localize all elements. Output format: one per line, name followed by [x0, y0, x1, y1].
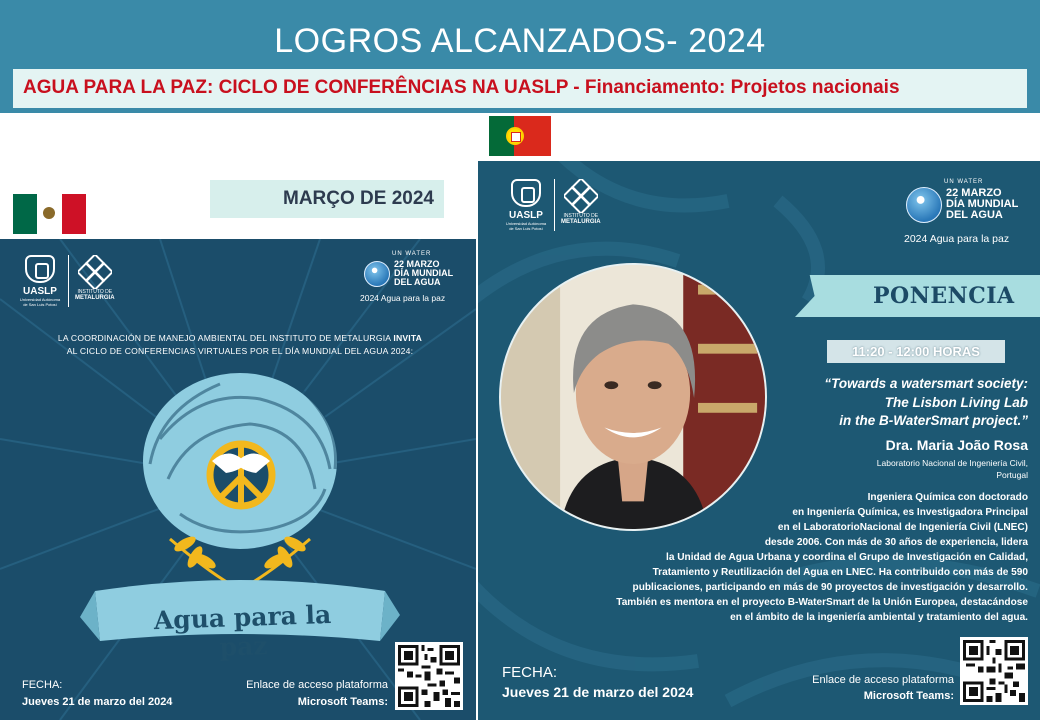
uaslp-name: UASLP — [23, 286, 57, 297]
event-date: Jueves 21 de marzo del 2024 — [22, 695, 173, 708]
water-day-slogan: 2024 Agua para la paz — [904, 233, 1010, 245]
bio-line: en el ámbito de la ingeniería ambiental y tratamiento del agua. — [730, 611, 1028, 623]
access-line-2: Microsoft Teams: — [863, 689, 954, 702]
metalurgia-mark-icon — [564, 179, 598, 213]
event-date: Jueves 21 de marzo del 2024 — [502, 684, 694, 701]
uaslp-logo — [504, 179, 548, 231]
water-day-title: 22 MARZO DÍA MUNDIAL DEL AGUA — [946, 187, 1019, 221]
globe-icon — [364, 261, 390, 287]
access-info — [238, 677, 388, 710]
water-day-title: 22 MARZO DÍA MUNDIAL DEL AGUA — [394, 259, 454, 287]
un-water-label: UN WATER — [392, 251, 432, 257]
globe-icon — [906, 187, 942, 223]
ponencia-title: PONENCIA — [873, 283, 1015, 309]
date-box — [210, 180, 444, 218]
qr-code-icon — [963, 640, 1025, 702]
world-water-day-logo — [904, 179, 1034, 249]
portugal-flag-icon — [489, 116, 551, 156]
uaslp-subtitle: Universidad Autónoma de San Luis Potosí — [19, 297, 61, 307]
invitation-text: LA COORDINACIÓN DE MANEJO AMBIENTAL DEL INSTITUTO DE METALURGIA INVITA AL CICLO DE CONFERENCIAS VIRTUALES POR EL DÍA MUNDIAL DEL AGUA 2024: — [57, 333, 423, 357]
slide-title: LOGROS ALCANZADOS- 2024 — [274, 22, 766, 60]
institute-line-1: INSTITUTO DE — [77, 289, 113, 295]
logo-divider — [68, 255, 69, 307]
uaslp-logo-block — [504, 179, 601, 231]
uaslp-crest-icon — [25, 255, 55, 283]
slide-subtitle: AGUA PARA LA PAZ: CICLO DE CONFERÊNCIAS NA UASLP - Financiamento: Projetos nacionais — [23, 77, 900, 98]
bio-line: También es mentora en el proyecto B-WaterSmart de la Unión Europea, destacándose — [616, 596, 1028, 608]
teams-qr-code[interactable] — [395, 642, 463, 710]
uaslp-crest-icon — [511, 179, 541, 207]
fecha-label: FECHA: — [22, 679, 63, 691]
bio-line: publicaciones, participando en más de 90 proyectos de investigación y desarrollo. — [632, 581, 1028, 593]
uaslp-name: UASLP — [509, 210, 543, 221]
access-line-1: Enlace de acceso plataforma — [812, 674, 954, 686]
agua-para-la-paz-banner: Agua para la paz — [153, 599, 332, 662]
time-box — [827, 340, 1005, 363]
header-band — [0, 0, 1040, 113]
access-line-1: Enlace de acceso plataforma — [246, 679, 388, 691]
bio-line: la Unidad de Agua Urbana y coordina el Grupo de Investigación en Calidad, — [666, 551, 1028, 563]
qr-code-icon — [398, 645, 460, 707]
institute-line-2: METALURGIA — [561, 219, 601, 225]
speaker-affiliation: Laboratorio Nacional de Ingeniería Civil, Portugal — [876, 458, 1028, 481]
institute-line-1: INSTITUTO DE — [563, 213, 599, 219]
mexico-flag-icon — [13, 194, 86, 234]
institute-line-2: METALURGIA — [75, 295, 115, 301]
event-date-block — [22, 677, 172, 710]
poster-agua-para-la-paz — [0, 239, 476, 720]
metalurgia-logo — [75, 255, 115, 301]
teams-qr-code[interactable] — [960, 637, 1028, 705]
bio-line: desde 2006. Con más de 30 años de experiencia, lidera — [764, 536, 1028, 548]
uaslp-logo — [18, 255, 62, 307]
metalurgia-mark-icon — [78, 255, 112, 289]
bio-line: Tratamiento y Reutilización del Agua en LNEC. Ha contribuido con más de 590 — [652, 566, 1028, 578]
talk-time: 11:20 - 12:00 HORAS — [852, 344, 980, 359]
metalurgia-logo — [561, 179, 601, 225]
fecha-label: FECHA: — [502, 664, 558, 681]
date-label: MARÇO DE 2024 — [283, 188, 434, 209]
talk-title: “Towards a watersmart society: The Lisbon Living Lab in the B-WaterSmart project.” — [824, 376, 1028, 429]
un-water-label: UN WATER — [944, 179, 984, 185]
bio-line: Ingeniera Química con doctorado — [867, 492, 1028, 503]
uaslp-subtitle: Universidad Autónoma de San Luis Potosí — [505, 221, 547, 231]
poster-ponencia — [478, 161, 1040, 720]
subtitle-box — [13, 69, 1027, 108]
bio-line: en Ingeniería Química, es Investigadora Principal — [792, 506, 1028, 518]
speaker-name: Dra. Maria João Rosa — [885, 437, 1028, 453]
event-date-block — [502, 663, 693, 702]
water-day-slogan: 2024 Agua para la paz — [360, 293, 446, 303]
speaker-bio — [588, 491, 1028, 625]
uaslp-logo-block — [18, 255, 115, 307]
logo-divider — [554, 179, 555, 231]
bio-line: en el LaboratorioNacional de Ingeniería Civil (LNEC) — [777, 521, 1028, 533]
access-line-2: Microsoft Teams: — [297, 695, 388, 708]
world-water-day-logo — [360, 251, 470, 311]
peace-symbol-icon — [210, 444, 272, 506]
access-info — [778, 673, 954, 705]
